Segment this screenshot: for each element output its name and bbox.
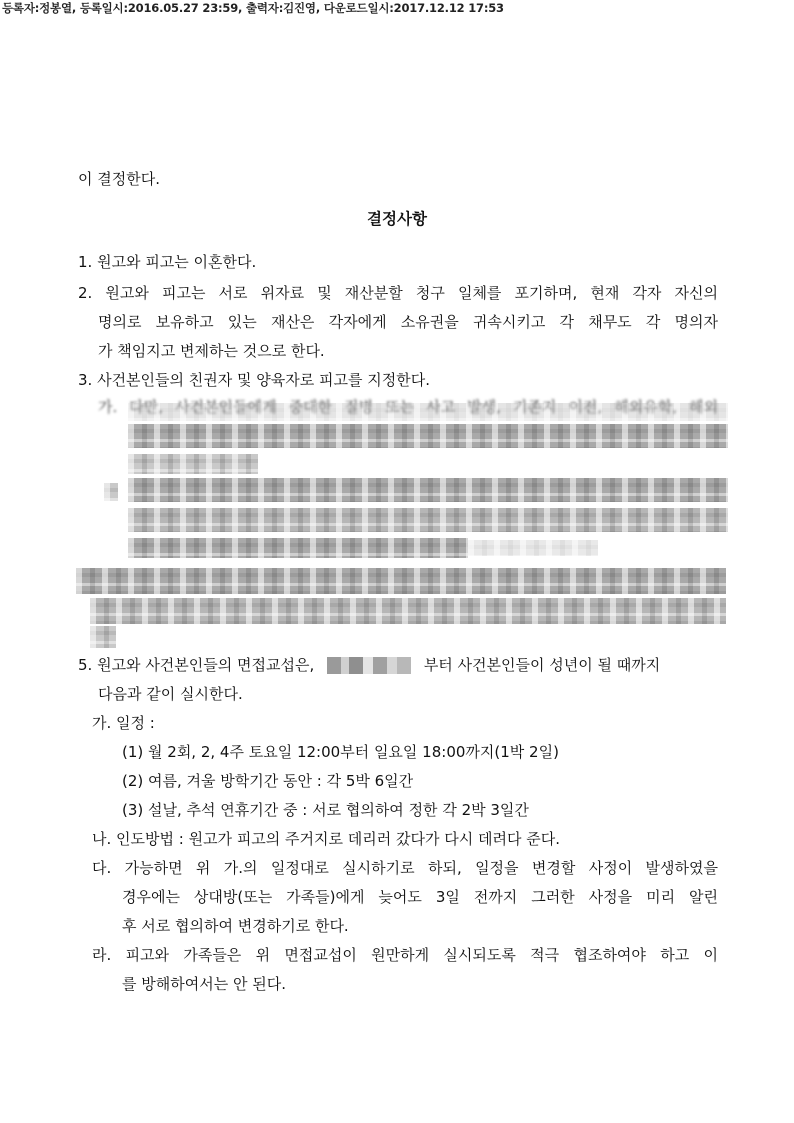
document-metadata-header: 등록자:정봉열, 등록일시:2016.05.27 23:59, 출력자:김진영, 다운로드일시:2017.12.12 17:53 <box>2 1 504 15</box>
schedule-item-3: (3) 설날, 추석 연휴기간 중 : 서로 협의하여 정한 각 2박 3일간 <box>122 801 529 819</box>
item-1: 1. 원고와 피고는 이혼한다. <box>78 253 257 271</box>
item-2-line-1: 2. 원고와 피고는 서로 위자료 및 재산분할 청구 일체를 포기하며, 현재 각자 자신의 <box>78 284 718 302</box>
redaction-block <box>468 540 598 556</box>
redaction-block <box>128 424 728 448</box>
item-3-partial-line: 가. 다만, 사건본인들에게 중대한 질병 또는 사고 발생, 기존지 이전, 해외유학, 해외 <box>98 398 718 416</box>
schedule-heading: 가. 일정 : <box>92 714 155 732</box>
item-5-text-b: 부터 사건본인들이 성년이 될 때까지 <box>423 656 661 674</box>
item-5-line-1 <box>78 651 660 680</box>
redaction-block <box>76 568 726 594</box>
item-3: 3. 사건본인들의 친권자 및 양육자로 피고를 지정한다. <box>78 371 430 389</box>
change-clause-line-3: 후 서로 협의하여 변경하기로 한다. <box>122 917 349 935</box>
redaction-block <box>104 483 118 501</box>
item-5-text-a: 5. 원고와 사건본인들의 면접교섭은, <box>78 656 315 674</box>
redaction-strip <box>128 403 728 421</box>
redaction-block <box>90 598 726 624</box>
item-2-line-2: 명의로 보유하고 있는 재산은 각자에게 소유권을 귀속시키고 각 채무도 각 명의자 <box>98 313 718 331</box>
schedule-item-2: (2) 여름, 겨울 방학기간 동안 : 각 5박 6일간 <box>122 772 414 790</box>
section-title: 결정사항 <box>367 210 427 228</box>
redacted-date <box>327 657 411 674</box>
item-5-line-2: 다음과 같이 실시한다. <box>98 685 243 703</box>
schedule-item-1: (1) 월 2회, 2, 4주 토요일 12:00부터 일요일 18:00까지(1박 2일) <box>122 743 559 761</box>
intro-text: 이 결정한다. <box>78 170 160 188</box>
redaction-block <box>128 454 258 474</box>
cooperation-clause-line-2: 를 방해하여서는 안 된다. <box>122 975 286 993</box>
redaction-block <box>128 508 728 532</box>
redaction-block <box>90 626 116 648</box>
item-2-line-3: 가 책임지고 변제하는 것으로 한다. <box>98 342 325 360</box>
redaction-block <box>128 538 468 558</box>
cooperation-clause-line-1: 라. 피고와 가족들은 위 면접교섭이 원만하게 실시되도록 적극 협조하여야 하고 이 <box>92 946 718 964</box>
redaction-block <box>128 478 728 502</box>
change-clause-line-1: 다. 가능하면 위 가.의 일정대로 실시하기로 하되, 일정을 변경할 사정이 발생하였을 <box>92 859 718 877</box>
handover-method: 나. 인도방법 : 원고가 피고의 주거지로 데리러 갔다가 다시 데려다 준다. <box>92 830 560 848</box>
change-clause-line-2: 경우에는 상대방(또는 가족들)에게 늦어도 3일 전까지 그러한 사정을 미리 알린 <box>122 888 718 906</box>
